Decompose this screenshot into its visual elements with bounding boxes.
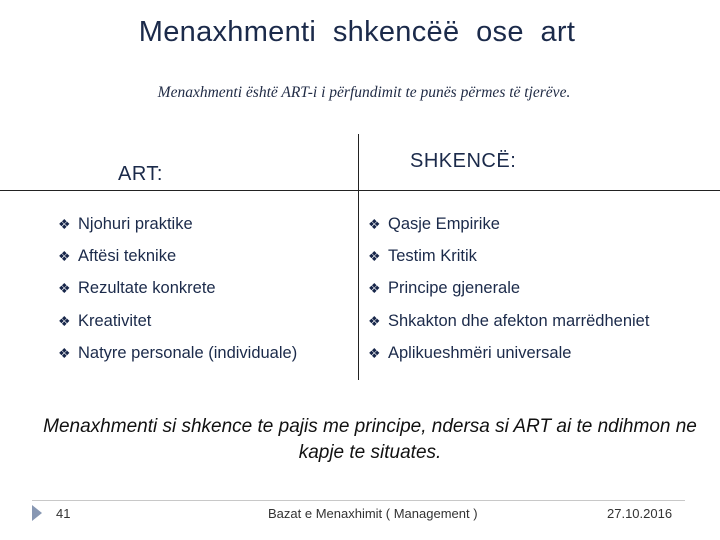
list-item-label: Principe gjenerale bbox=[388, 279, 521, 298]
list-item-label: Testim Kritik bbox=[388, 246, 477, 265]
slide-subtitle: Menaxhmenti është ART-i i përfundimit te punës përmes të tjerëve. bbox=[157, 84, 571, 101]
footer-course-title: Bazat e Menaxhimit ( Management ) bbox=[268, 506, 478, 521]
footer-divider bbox=[32, 500, 685, 501]
list-item bbox=[368, 240, 649, 272]
science-column-heading: SHKENCË: bbox=[410, 150, 517, 172]
art-column-heading: ART: bbox=[118, 163, 163, 185]
diamond-bullet-icon: ❖ bbox=[58, 247, 71, 264]
list-item bbox=[368, 273, 649, 305]
art-list bbox=[58, 208, 297, 369]
diamond-bullet-icon: ❖ bbox=[58, 312, 71, 329]
diamond-bullet-icon: ❖ bbox=[58, 344, 71, 361]
list-item-label: Kreativitet bbox=[78, 311, 152, 330]
list-item-label: Aftësi teknike bbox=[78, 246, 177, 265]
page-number: 41 bbox=[56, 506, 71, 521]
list-item bbox=[58, 240, 297, 272]
header-divider-horizontal bbox=[0, 190, 720, 191]
column-divider-vertical bbox=[358, 134, 359, 380]
diamond-bullet-icon: ❖ bbox=[368, 312, 381, 329]
list-item bbox=[368, 337, 649, 369]
triangle-arrow-icon bbox=[32, 505, 42, 521]
diamond-bullet-icon: ❖ bbox=[368, 215, 381, 232]
footer-date: 27.10.2016 bbox=[607, 506, 673, 521]
list-item bbox=[58, 208, 297, 240]
list-item bbox=[58, 337, 297, 369]
summary-statement: Menaxhmenti si shkence te pajis me principe, ndersa si ART ai te ndihmon ne kapje te situates. bbox=[43, 416, 697, 463]
list-item bbox=[368, 208, 649, 240]
list-item-label: Natyre personale (individuale) bbox=[78, 343, 298, 362]
list-item-label: Qasje Empirike bbox=[388, 214, 500, 233]
diamond-bullet-icon: ❖ bbox=[368, 280, 381, 297]
list-item bbox=[58, 305, 297, 337]
science-list bbox=[368, 208, 649, 369]
list-item-label: Njohuri praktike bbox=[78, 214, 193, 233]
list-item-label: Shkakton dhe afekton marrëdheniet bbox=[388, 311, 650, 330]
diamond-bullet-icon: ❖ bbox=[368, 247, 381, 264]
diamond-bullet-icon: ❖ bbox=[368, 344, 381, 361]
list-item-label: Aplikueshmëri universale bbox=[388, 343, 572, 362]
diamond-bullet-icon: ❖ bbox=[58, 215, 71, 232]
slide-title: Menaxhmenti shkencëë ose art bbox=[138, 16, 576, 48]
diamond-bullet-icon: ❖ bbox=[58, 280, 71, 297]
list-item-label: Rezultate konkrete bbox=[78, 279, 216, 298]
list-item bbox=[368, 305, 649, 337]
list-item bbox=[58, 273, 297, 305]
